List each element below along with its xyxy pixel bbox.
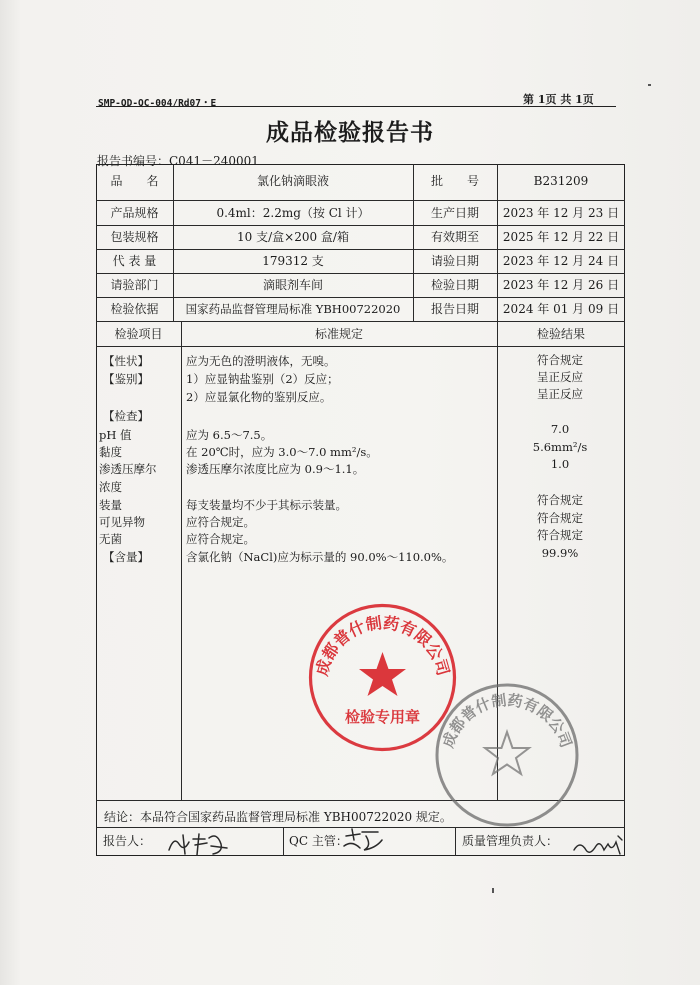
reporter-label: 报告人： [103, 834, 152, 848]
row-divider [96, 200, 625, 201]
test-item: 【含量】 [103, 550, 149, 564]
test-standard: 在 20℃时，应为 3.0～7.0 mm²/s。 [186, 445, 378, 459]
test-standard: 2）应显氯化物的鉴别反应。 [186, 390, 332, 404]
label-name: 品 名 [110, 174, 159, 188]
value-mfg-date: 2023 年 12 月 23 日 [502, 206, 620, 220]
test-result: 7.0 [550, 422, 570, 436]
test-item: 黏度 [99, 445, 122, 459]
test-result: 呈正反应 [537, 370, 583, 384]
test-standard: 应为无色的澄明液体，无嗅。 [186, 354, 336, 368]
test-item: 渗透压摩尔 [99, 462, 157, 476]
label-packing: 包装规格 [110, 230, 159, 244]
value-batch: B231209 [533, 174, 589, 188]
label-expiry: 有效期至 [430, 230, 479, 244]
svg-text:检验专用章: 检验专用章 [344, 708, 421, 726]
label-quantity: 代 表 量 [112, 254, 157, 268]
test-standard: 应为 6.5～7.5。 [186, 428, 273, 442]
test-item: 浓度 [99, 480, 122, 494]
test-result: 1.0 [550, 457, 570, 471]
test-result: 5.6mm²/s [532, 440, 588, 454]
reporter-signature [165, 830, 235, 858]
test-standard: 含氯化钠（NaCl)应为标示量的 90.0%～110.0%。 [186, 550, 454, 564]
value-report-date: 2024 年 01 月 09 日 [502, 302, 620, 316]
test-result: 符合规定 [537, 511, 583, 525]
test-item: 可见异物 [99, 515, 145, 529]
qc-signature [340, 826, 388, 856]
col-header-standard: 标准规定 [314, 327, 363, 341]
company-stamp-grey [432, 680, 582, 830]
col-divider [181, 321, 182, 800]
label-test-date: 检验日期 [430, 278, 479, 292]
row-divider [96, 249, 625, 250]
svg-text:成都普什制药有限公司: 成都普什制药有限公司 [312, 613, 453, 678]
value-quantity: 179312 支 [262, 254, 324, 268]
test-standard: 1）应显钠盐鉴别（2）反应； [186, 372, 339, 386]
qa-signature [570, 832, 628, 860]
svg-text:成都普什制药有限公司: 成都普什制药有限公司 [438, 691, 576, 751]
test-standard: 每支装量均不少于其标示装量。 [186, 498, 347, 512]
value-request-date: 2023 年 12 月 24 日 [502, 254, 620, 268]
value-basis: 国家药品监督管理局标准 YBH00722020 [185, 302, 401, 316]
document-code: SMP-QD-QC-004/Rd07・E [98, 98, 217, 109]
test-result: 符合规定 [537, 493, 583, 507]
test-item: 【鉴别】 [103, 372, 149, 386]
value-name: 氯化钠滴眼液 [256, 174, 329, 188]
col-header-result: 检验结果 [536, 327, 585, 341]
test-result: 99.9% [541, 546, 579, 560]
label-spec: 产品规格 [110, 206, 159, 220]
test-item: pH 值 [99, 428, 132, 442]
test-result: 呈正反应 [537, 387, 583, 401]
conclusion-text: 结论：本品符合国家药品监督管理局标准 YBH00722020 规定。 [104, 810, 452, 824]
test-result: 符合规定 [537, 528, 583, 542]
label-request-date: 请验日期 [430, 254, 479, 268]
value-expiry: 2025 年 12 月 22 日 [502, 230, 620, 244]
test-result: 符合规定 [537, 353, 583, 367]
value-packing: 10 支/盒×200 盒/箱 [237, 230, 349, 244]
row-divider [96, 346, 625, 347]
test-item: 【性状】 [103, 354, 149, 368]
row-divider [96, 297, 625, 298]
test-standard: 渗透压摩尔浓度比应为 0.9～1.1。 [186, 462, 365, 476]
scan-mark [492, 888, 494, 893]
value-department: 滴眼剂车间 [262, 278, 323, 292]
test-standard: 应符合规定。 [186, 532, 255, 546]
qc-supervisor-label: QC 主管： [289, 834, 348, 848]
test-standard: 应符合规定。 [186, 515, 255, 529]
col-divider [455, 827, 456, 856]
test-item: 装量 [99, 498, 122, 512]
row-divider [96, 225, 625, 226]
scan-mark [648, 84, 651, 86]
qa-manager-label: 质量管理负责人： [462, 834, 559, 848]
page-indicator: 第 1页 共 1页 [523, 93, 594, 106]
header-rule [96, 106, 616, 107]
page-title: 成品检验报告书 [266, 119, 434, 146]
value-spec: 0.4ml：2.2mg（按 Cl 计） [216, 206, 370, 220]
value-test-date: 2023 年 12 月 26 日 [502, 278, 620, 292]
row-divider [96, 321, 625, 322]
test-item: 无菌 [99, 532, 122, 546]
col-header-item: 检验项目 [114, 327, 163, 341]
col-divider [283, 827, 284, 856]
row-divider [96, 273, 625, 274]
label-batch: 批 号 [430, 174, 479, 188]
label-basis: 检验依据 [110, 302, 159, 316]
test-item: 【检查】 [103, 409, 149, 423]
label-mfg-date: 生产日期 [430, 206, 479, 220]
label-department: 请验部门 [110, 278, 159, 292]
label-report-date: 报告日期 [430, 302, 479, 316]
report-number: 报告书编号：C041－240001 [97, 154, 259, 168]
